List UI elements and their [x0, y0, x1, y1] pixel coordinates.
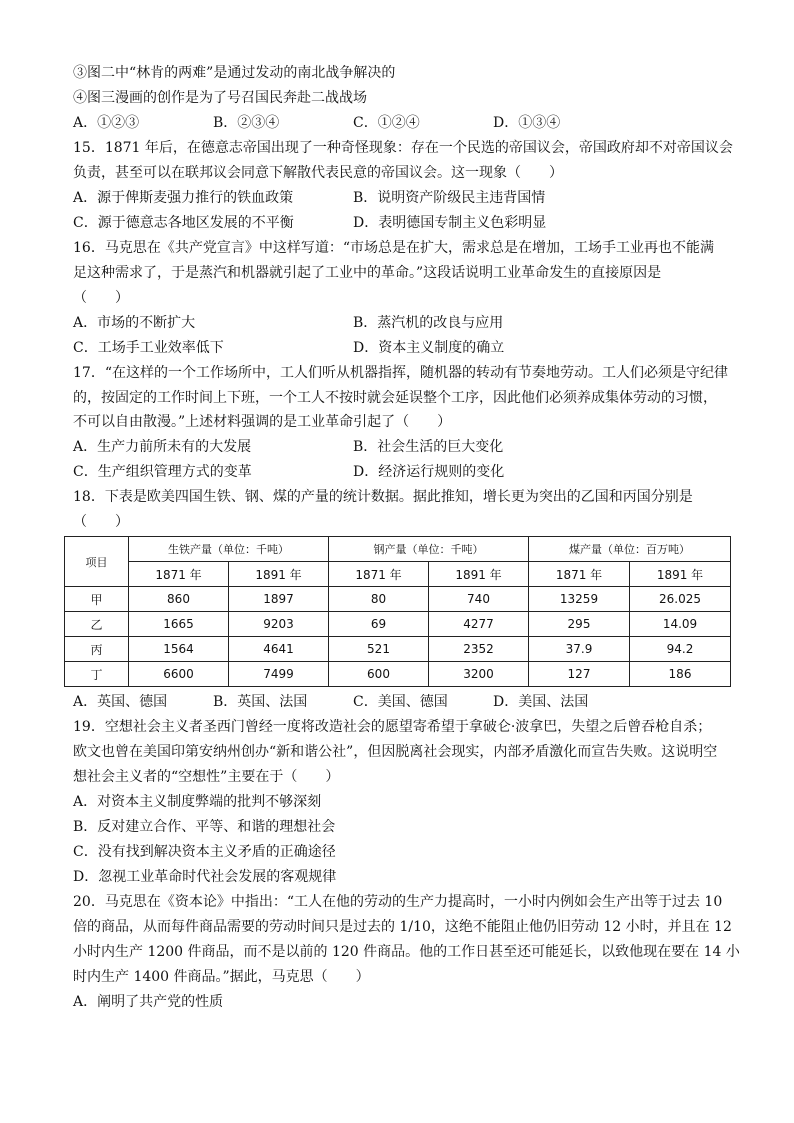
- table-cell: 14.09: [630, 612, 731, 637]
- q14-choice-c: C．①②④: [353, 115, 420, 131]
- q16-stem-line3: （ ）: [73, 290, 129, 306]
- table-year-cell: 1871 年: [129, 562, 229, 587]
- table-group-steel: 钢产量（单位：千吨）: [329, 537, 529, 562]
- q16-choice-b: B．蒸汽机的改良与应用: [353, 315, 504, 331]
- q19-stem-line2: 欧文也曾在美国印第安纳州创办“新和谐公社”，但因脱离社会现实，内部矛盾激化而宣告失败。这说明空: [73, 744, 718, 760]
- table-year-cell: 1891 年: [429, 562, 529, 587]
- q16-choice-d: D．资本主义制度的确立: [353, 340, 505, 356]
- table-year-cell: 1871 年: [529, 562, 630, 587]
- table-cell: 295: [529, 612, 630, 637]
- q20-stem-line2: 倍的商品，从而每件商品需要的劳动时间只是过去的 1/10，这绝不能阻止他仍旧劳动 12 小时，并且在 12: [73, 919, 732, 935]
- q18-choice-b: B．英国、法国: [213, 694, 308, 710]
- table-row-label: 丙: [65, 637, 129, 662]
- q16-stem-line2: 足这种需求了，于是蒸汽和机器就引起了工业中的革命。”这段话说明工业革命发生的直接原因是: [73, 265, 662, 281]
- table-cell: 186: [630, 662, 731, 687]
- table-cell: 94.2: [630, 637, 731, 662]
- table-group-coal: 煤产量（单位：百万吨）: [529, 537, 731, 562]
- q14-option-3: ③图二中“林肯的两难”是通过发动的南北战争解决的: [73, 65, 396, 81]
- table-group-iron: 生铁产量（单位：千吨）: [129, 537, 329, 562]
- q18-stem-line1: 18．下表是欧美四国生铁、钢、煤的产量的统计数据。据此推知，增长更为突出的乙国和丙国分别是: [73, 489, 693, 505]
- q17-stem-line3: 不可以自由散漫。”上述材料强调的是工业革命引起了（ ）: [73, 414, 452, 430]
- q17-choice-a: A．生产力前所未有的大发展: [73, 439, 252, 455]
- q16-choice-a: A．市场的不断扩大: [73, 315, 196, 331]
- production-table: [64, 536, 731, 687]
- q17-stem-line1: 17．“在这样的一个工作场所中，工人们听从机器指挥，随机器的转动有节奏地劳动。工人们必须是守纪律: [73, 365, 728, 381]
- table-cell: 3200: [429, 662, 529, 687]
- q15-choice-d: D．表明德国专制主义色彩明显: [353, 215, 547, 231]
- table-cell: 13259: [529, 587, 630, 612]
- q15-choice-c: C．源于德意志各地区发展的不平衡: [73, 215, 294, 231]
- table-corner-cell: 项目: [65, 537, 129, 587]
- table-cell: 740: [429, 587, 529, 612]
- q19-choice-d: D．忽视工业革命时代社会发展的客观规律: [73, 869, 337, 885]
- q16-choice-c: C．工场手工业效率低下: [73, 340, 224, 356]
- q17-stem-line2: 的，按固定的工作时间上下班，一个工人不按时就会延误整个工序，因此他们必须养成集体劳动的习惯，: [73, 390, 717, 406]
- table-row: [65, 637, 731, 662]
- table-cell: 4641: [229, 637, 329, 662]
- q14-choice-d: D．①③④: [493, 115, 561, 131]
- table-cell: 860: [129, 587, 229, 612]
- q15-choice-b: B．说明资产阶级民主违背国情: [353, 190, 546, 206]
- table-row: [65, 612, 731, 637]
- q20-choice-a: A．阐明了共产党的性质: [73, 994, 224, 1010]
- q19-choice-b: B．反对建立合作、平等、和谐的理想社会: [73, 819, 336, 835]
- q16-stem-line1: 16．马克思在《共产党宣言》中这样写道：“市场总是在扩大，需求总是在增加，工场手工业再也不能满: [73, 240, 714, 256]
- q19-stem-line3: 想社会主义者的“空想性”主要在于（ ）: [73, 769, 340, 785]
- table-cell: 9203: [229, 612, 329, 637]
- table-cell: 1897: [229, 587, 329, 612]
- table-cell: 600: [329, 662, 429, 687]
- table-cell: 521: [329, 637, 429, 662]
- table-year-row: [65, 562, 731, 587]
- q20-stem-line1: 20．马克思在《资本论》中指出：“工人在他的劳动的生产力提高时，一小时内例如会生产出等于过去 10: [73, 894, 723, 910]
- table-cell: 4277: [429, 612, 529, 637]
- q18-choice-c: C．美国、德国: [353, 694, 448, 710]
- table-cell: 2352: [429, 637, 529, 662]
- table-cell: 69: [329, 612, 429, 637]
- table-year-cell: 1891 年: [630, 562, 731, 587]
- q15-choice-a: A．源于俾斯麦强力推行的铁血政策: [73, 190, 294, 206]
- q19-choice-a: A．对资本主义制度弊端的批判不够深刻: [73, 794, 322, 810]
- q20-stem-line4: 时内生产 1400 件商品。”据此，马克思（ ）: [73, 969, 370, 985]
- table-cell: 37.9: [529, 637, 630, 662]
- table-cell: 1665: [129, 612, 229, 637]
- q15-stem-line1: 15．1871 年后，在德意志帝国出现了一种奇怪现象：存在一个民选的帝国议会，帝国政府却不对帝国议会: [73, 140, 733, 156]
- table-row-label: 乙: [65, 612, 129, 637]
- q15-stem-line2: 负责，甚至可以在联邦议会同意下解散代表民意的帝国议会。这一现象（ ）: [73, 165, 563, 181]
- q20-stem-line3: 小时内生产 1200 件商品，而不是以前的 120 件商品。他的工作日甚至还可能延长，以致他现在要在 14 小: [73, 944, 740, 960]
- table-cell: 7499: [229, 662, 329, 687]
- table-header-row: [65, 537, 731, 562]
- q17-choice-c: C．生产组织管理方式的变革: [73, 464, 252, 480]
- q19-choice-c: C．没有找到解决资本主义矛盾的正确途径: [73, 844, 336, 860]
- q18-stem-line2: （ ）: [73, 514, 129, 530]
- q14-choice-b: B．②③④: [213, 115, 280, 131]
- table-cell: 80: [329, 587, 429, 612]
- q14-choices: [0, 114, 794, 132]
- table-row: [65, 587, 731, 612]
- table-year-cell: 1891 年: [229, 562, 329, 587]
- table-row-label: 甲: [65, 587, 129, 612]
- q17-choice-d: D．经济运行规则的变化: [353, 464, 505, 480]
- table-row: [65, 662, 731, 687]
- q17-choice-b: B．社会生活的巨大变化: [353, 439, 504, 455]
- table-cell: 127: [529, 662, 630, 687]
- table-cell: 26.025: [630, 587, 731, 612]
- q18-choice-a: A．英国、德国: [73, 694, 168, 710]
- table-cell: 6600: [129, 662, 229, 687]
- q18-choices: [0, 693, 794, 711]
- table-year-cell: 1871 年: [329, 562, 429, 587]
- q14-option-4: ④图三漫画的创作是为了号召国民奔赴二战战场: [73, 90, 367, 106]
- table-cell: 1564: [129, 637, 229, 662]
- q14-choice-a: A．①②③: [73, 115, 140, 131]
- table-row-label: 丁: [65, 662, 129, 687]
- q19-stem-line1: 19．空想社会主义者圣西门曾经一度将改造社会的愿望寄希望于拿破仑·波拿巴，失望之后曾吞枪自杀；: [73, 719, 712, 735]
- q18-choice-d: D．美国、法国: [493, 694, 589, 710]
